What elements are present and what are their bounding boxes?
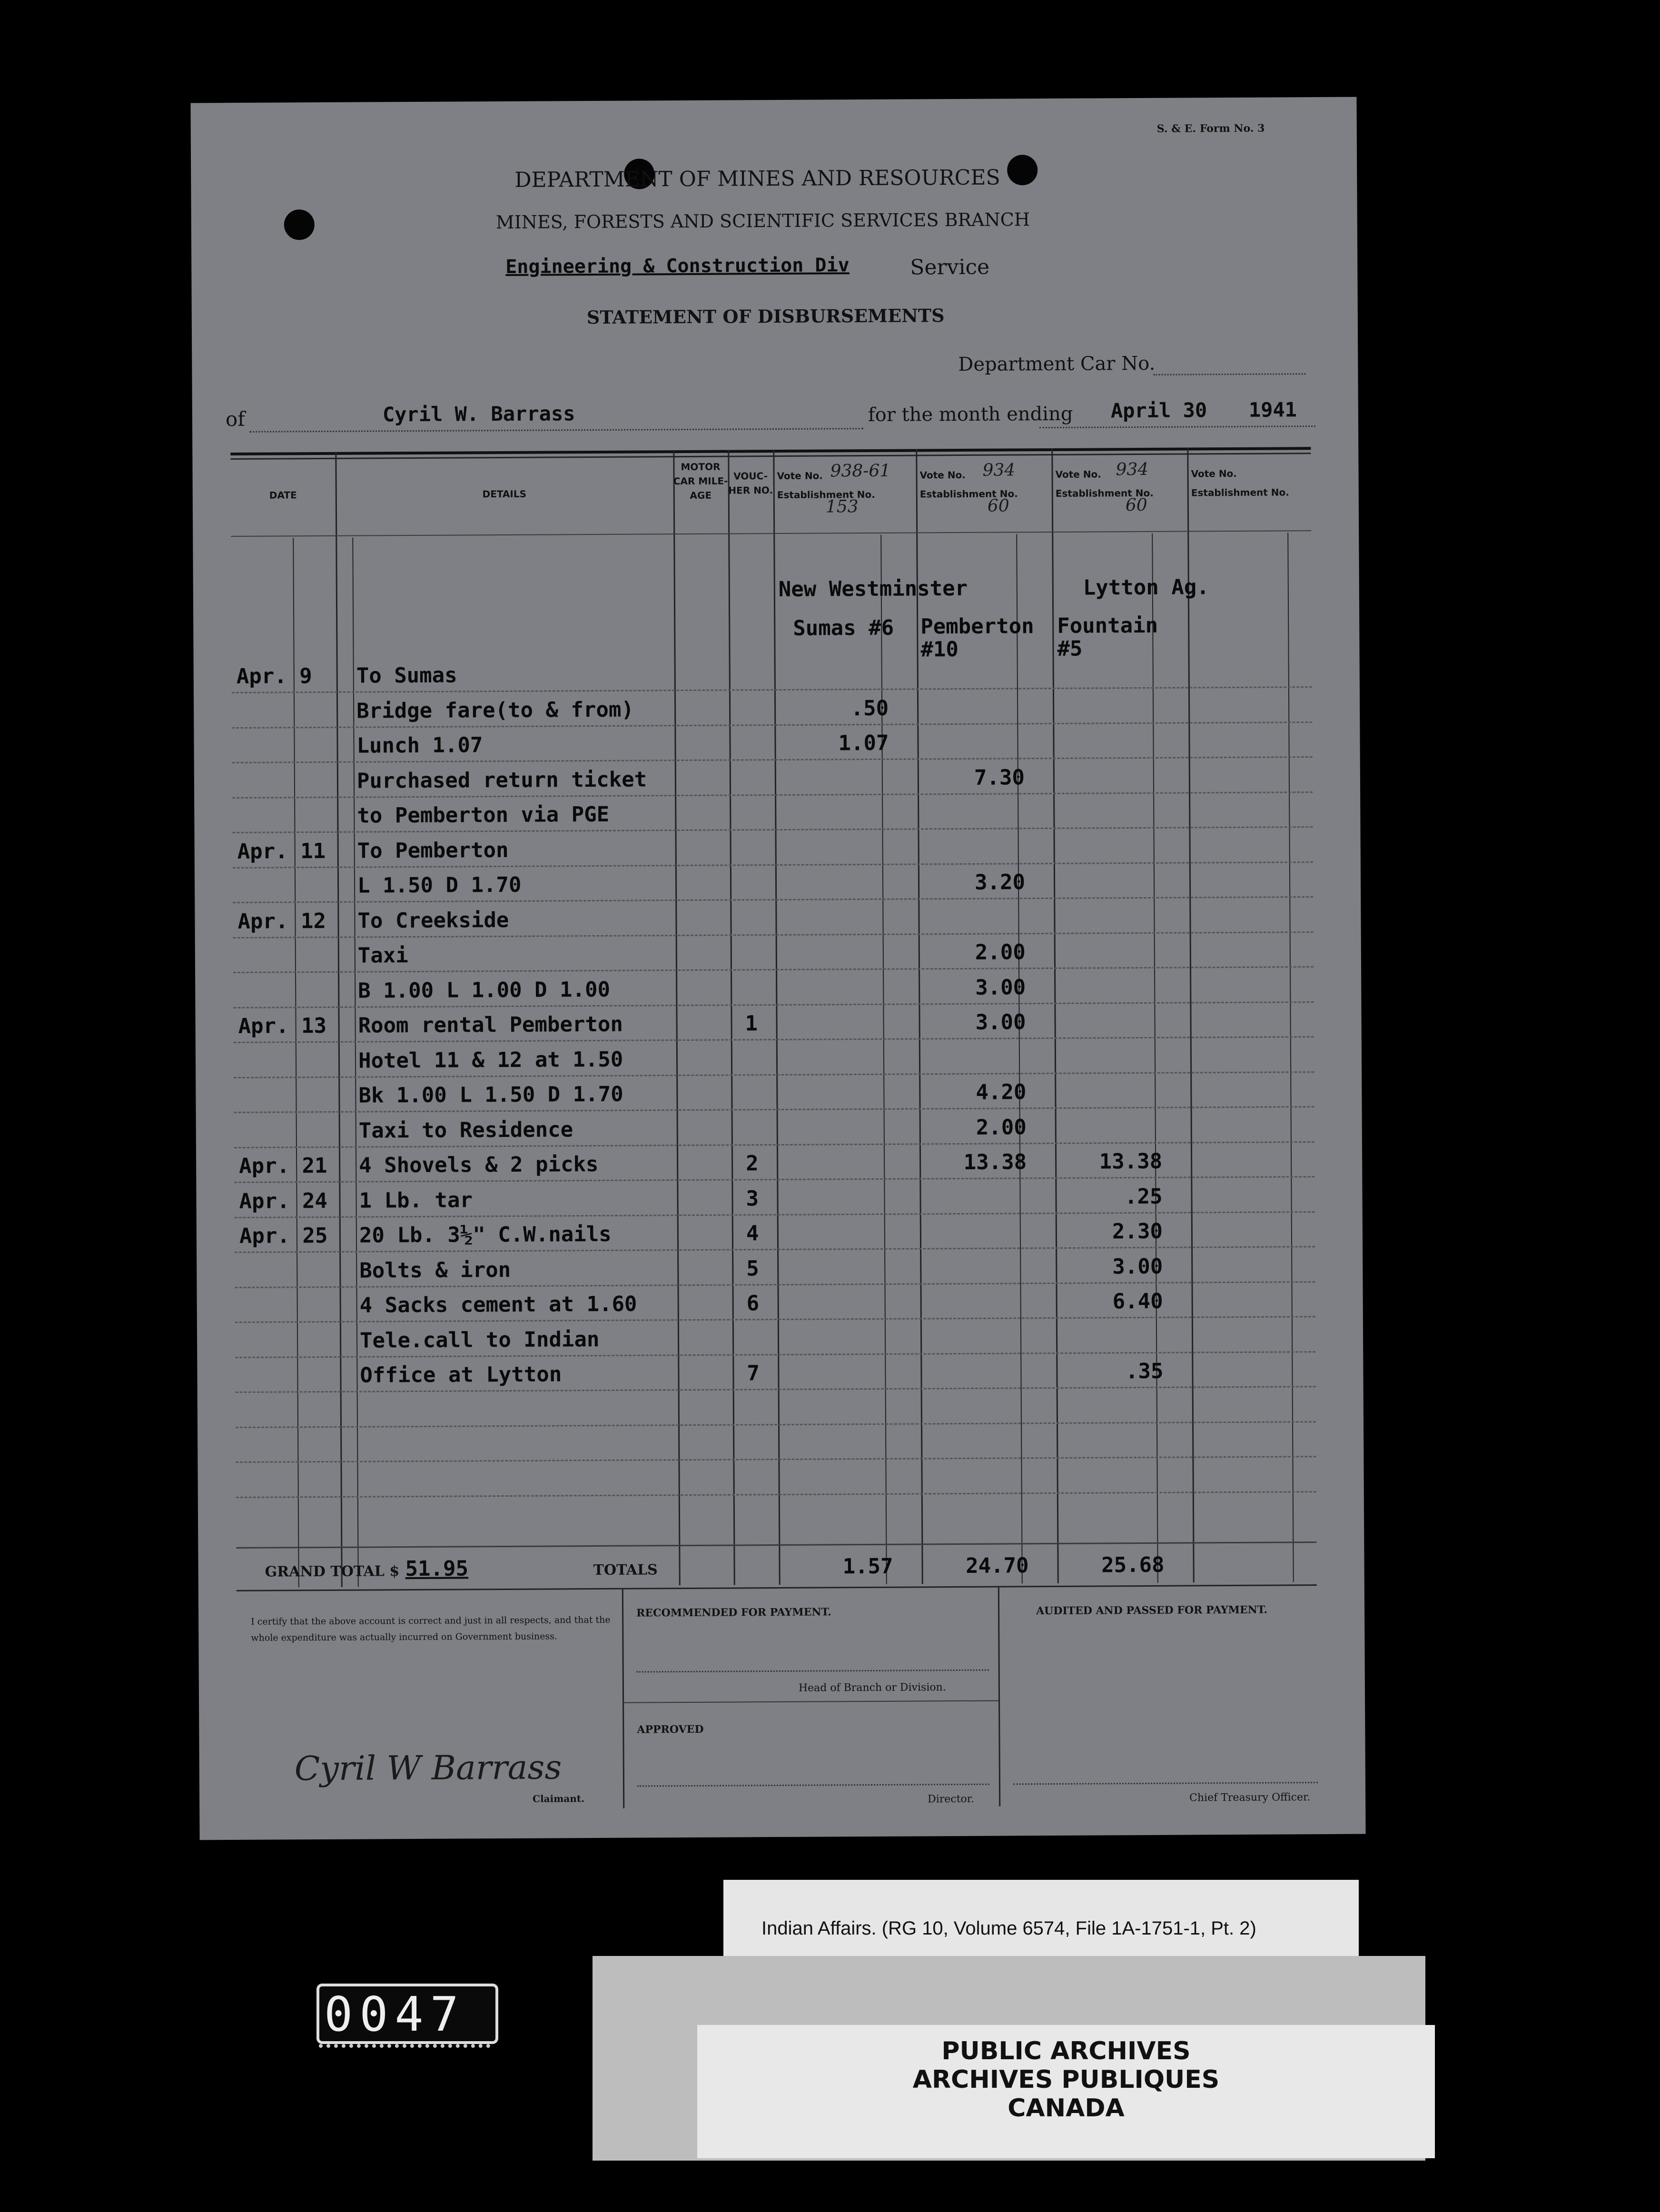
place-new-westminster: New Westminster [778, 576, 968, 602]
row-amount-pemberton: 4.20 [976, 1080, 1027, 1105]
row-voucher: 7 [747, 1361, 760, 1386]
row-amount-fountain: .25 [1124, 1184, 1163, 1209]
row-date: Apr. 11 [237, 839, 326, 864]
total-col-1: 1.57 [842, 1554, 893, 1579]
row-amount-fountain: 6.40 [1112, 1289, 1163, 1314]
of-label: of [225, 407, 245, 431]
row-details: Purchased return ticket [356, 767, 647, 793]
month-ending: April 30 [1110, 398, 1207, 423]
row-date: Apr. 24 [239, 1188, 328, 1214]
frame-number: 0047 [324, 1986, 465, 2042]
vote-label: Vote No. [777, 470, 823, 482]
stamp-line-1: PUBLIC ARCHIVES [941, 2037, 1191, 2065]
total-col-2: 24.70 [965, 1553, 1029, 1578]
est-no-3: 60 [1125, 495, 1147, 515]
row-amount-fountain [1038, 939, 1161, 940]
head-line [637, 1669, 989, 1673]
row-details: to Pemberton via PGE [357, 802, 610, 828]
row-date: Apr. 13 [238, 1013, 327, 1038]
vote-no-2: 934 [982, 460, 1016, 480]
claimant-label: Claimant. [533, 1793, 585, 1805]
row-details: B 1.00 L 1.00 D 1.00 [358, 977, 611, 1003]
stamp-line-3: CANADA [1008, 2094, 1125, 2123]
grand-total-label: GRAND TOTAL $ [265, 1563, 400, 1580]
row-details: 4 Shovels & 2 picks [359, 1152, 599, 1178]
row-amount-pemberton: 13.38 [963, 1150, 1027, 1175]
row-amount-pemberton: 3.20 [974, 870, 1026, 895]
row-amount-fountain: 2.30 [1112, 1219, 1163, 1244]
row-amount-fountain: 3.00 [1112, 1254, 1163, 1279]
row-details: Office at Lytton [360, 1362, 562, 1388]
head-label: Head of Branch or Division. [798, 1681, 946, 1694]
year: 1941 [1248, 398, 1297, 422]
col-motor-mileage: MOTOR CAR MILE-AGE [673, 461, 728, 501]
row-details: To Sumas [356, 663, 457, 688]
row-details: Taxi to Residence [358, 1117, 573, 1143]
row-voucher: 5 [746, 1256, 759, 1281]
row-amount-pemberton [902, 1045, 1026, 1046]
row-amount-fountain [1038, 1009, 1161, 1010]
row-amount-sumas [767, 1185, 891, 1186]
row-amount-pemberton: 2.00 [975, 940, 1026, 965]
place-fountain: Fountain #5 [1057, 613, 1158, 661]
film-perforation [319, 2044, 490, 2054]
row-amount-fountain: 13.38 [1099, 1149, 1163, 1174]
place-pemberton: Pemberton #10 [920, 614, 1034, 662]
footer-divider [622, 1590, 624, 1808]
row-details: Lunch 1.07 [356, 733, 483, 758]
disbursement-table [230, 447, 1316, 1588]
row-amount-pemberton [901, 905, 1025, 906]
row-amount-fountain [1037, 869, 1161, 870]
row-voucher: 4 [746, 1221, 759, 1246]
row-amount-fountain [1038, 1114, 1162, 1115]
row-rule [236, 1456, 1316, 1463]
row-amount-pemberton [900, 695, 1024, 696]
vote-label: Vote No. [1191, 467, 1237, 480]
row-voucher: 6 [746, 1291, 760, 1316]
director-label: Director. [928, 1793, 974, 1806]
row-amount-fountain: .35 [1125, 1359, 1164, 1384]
row-amount-pemberton: 2.00 [976, 1115, 1027, 1140]
form-number: S. & E. Form No. 3 [1156, 122, 1265, 135]
total-col-3: 25.68 [1101, 1552, 1165, 1578]
row-amount-sumas [768, 1325, 892, 1326]
certification-text: I certify that the above account is correct and just in all respects, and that the whole expenditure was actually incurred on Government business. [251, 1614, 611, 1643]
row-details: Tele.call to Indian [359, 1327, 600, 1353]
row-amount-pemberton [901, 835, 1025, 836]
row-rule [236, 1491, 1316, 1498]
est-no-1: 153 [825, 497, 859, 517]
stamp-card [697, 2025, 1435, 2158]
vote-no-3: 934 [1116, 459, 1149, 480]
frame-counter [316, 1984, 498, 2044]
grand-total-value: 51.95 [405, 1556, 469, 1581]
est-label: Establishment No. [919, 488, 1018, 500]
row-amount-fountain [1037, 904, 1161, 905]
row-details: Room rental Pemberton [358, 1012, 623, 1038]
name-line [249, 428, 863, 433]
treasury-label: Chief Treasury Officer. [1189, 1791, 1311, 1804]
row-amount-fountain [1038, 1079, 1162, 1080]
row-amount-sumas [765, 661, 889, 662]
row-amount-fountain [1037, 834, 1161, 835]
department-heading: DEPARTMENT OF MINES AND RESOURCES [514, 165, 1000, 192]
row-date: Apr. 9 [236, 664, 312, 689]
treasury-line [1013, 1782, 1318, 1785]
row-amount-fountain [1037, 764, 1160, 765]
footer-mid-line [622, 1700, 998, 1703]
row-amount-sumas: 1.07 [838, 731, 889, 756]
col-details: DETAILS [482, 488, 527, 500]
place-sumas: Sumas #6 [793, 615, 894, 641]
punch-hole [1007, 155, 1038, 185]
row-voucher: 2 [746, 1151, 759, 1176]
row-amount-fountain [1038, 974, 1161, 975]
row-amount-fountain [1038, 1044, 1162, 1045]
month-label: for the month ending [868, 403, 1073, 426]
approved-label: APPROVED [637, 1723, 704, 1736]
col-date: DATE [269, 489, 297, 501]
totals-label: TOTALS [593, 1561, 658, 1579]
row-date: Apr. 25 [239, 1223, 328, 1248]
row-amount-pemberton: 3.00 [975, 975, 1026, 1000]
division-name: Engineering & Construction Div [505, 254, 850, 278]
vote-label: Vote No. [919, 469, 966, 481]
row-details: L 1.50 D 1.70 [357, 872, 522, 898]
est-label: Establishment No. [777, 488, 875, 501]
row-details: 1 Lb. tar [359, 1187, 473, 1213]
row-amount-fountain [1036, 694, 1160, 695]
director-line [637, 1784, 989, 1787]
claimant-signature: Cyril W Barrass [294, 1748, 562, 1788]
row-details: To Creekside [357, 908, 509, 933]
recommended-label: RECOMMENDED FOR PAYMENT. [636, 1606, 831, 1620]
row-details: 4 Sacks cement at 1.60 [359, 1292, 637, 1318]
row-amount-pemberton: 3.00 [975, 1010, 1026, 1035]
row-details: Taxi [357, 943, 408, 968]
row-voucher: 3 [746, 1186, 759, 1211]
row-details: 20 Lb. 3½" C.W.nails [359, 1222, 612, 1248]
month-line [1039, 425, 1315, 428]
row-date: Apr. 12 [237, 908, 326, 934]
est-label: Establishment No. [1191, 486, 1289, 499]
branch-heading: MINES, FORESTS AND SCIENTIFIC SERVICES BRANCH [495, 209, 1030, 233]
claimant-name: Cyril W. Barrass [382, 402, 575, 426]
vote-no-1: 938-61 [830, 461, 891, 481]
row-rule [236, 1421, 1316, 1428]
stamp-line-2: ARCHIVES PUBLIQUES [912, 2065, 1220, 2094]
car-label: Department Car No. [958, 352, 1156, 376]
punch-hole [284, 209, 315, 240]
car-line [1153, 373, 1305, 375]
row-details: To Pemberton [357, 838, 509, 863]
row-voucher: 1 [745, 1011, 758, 1036]
col-voucher: VOUC-HER NO. [728, 470, 773, 496]
row-amount-pemberton [900, 730, 1024, 731]
form-title: STATEMENT OF DISBURSEMENTS [586, 305, 945, 328]
service-label: Service [910, 255, 990, 280]
place-lytton: Lytton Ag. [1083, 575, 1209, 600]
row-details: Hotel 11 & 12 at 1.50 [358, 1047, 623, 1073]
row-amount-sumas [768, 1255, 891, 1256]
row-date: Apr. 21 [239, 1153, 327, 1178]
row-amount-sumas: .50 [850, 696, 889, 721]
audited-label: AUDITED AND PASSED FOR PAYMENT. [1036, 1603, 1268, 1618]
disbursement-form [190, 97, 1365, 1840]
archive-reference: Indian Affairs. (RG 10, Volume 6574, File 1A-1751-1, Pt. 2) [761, 1918, 1256, 1939]
est-label: Establishment No. [1055, 487, 1154, 499]
row-amount-pemberton: 7.30 [974, 765, 1025, 790]
footer-divider [998, 1588, 1000, 1807]
row-details: Bridge fare(to & from) [356, 697, 634, 723]
vote-label: Vote No. [1055, 468, 1101, 480]
row-details: Bolts & iron [359, 1257, 511, 1283]
row-details: Bk 1.00 L 1.50 D 1.70 [358, 1082, 623, 1108]
est-no-2: 60 [987, 496, 1009, 516]
